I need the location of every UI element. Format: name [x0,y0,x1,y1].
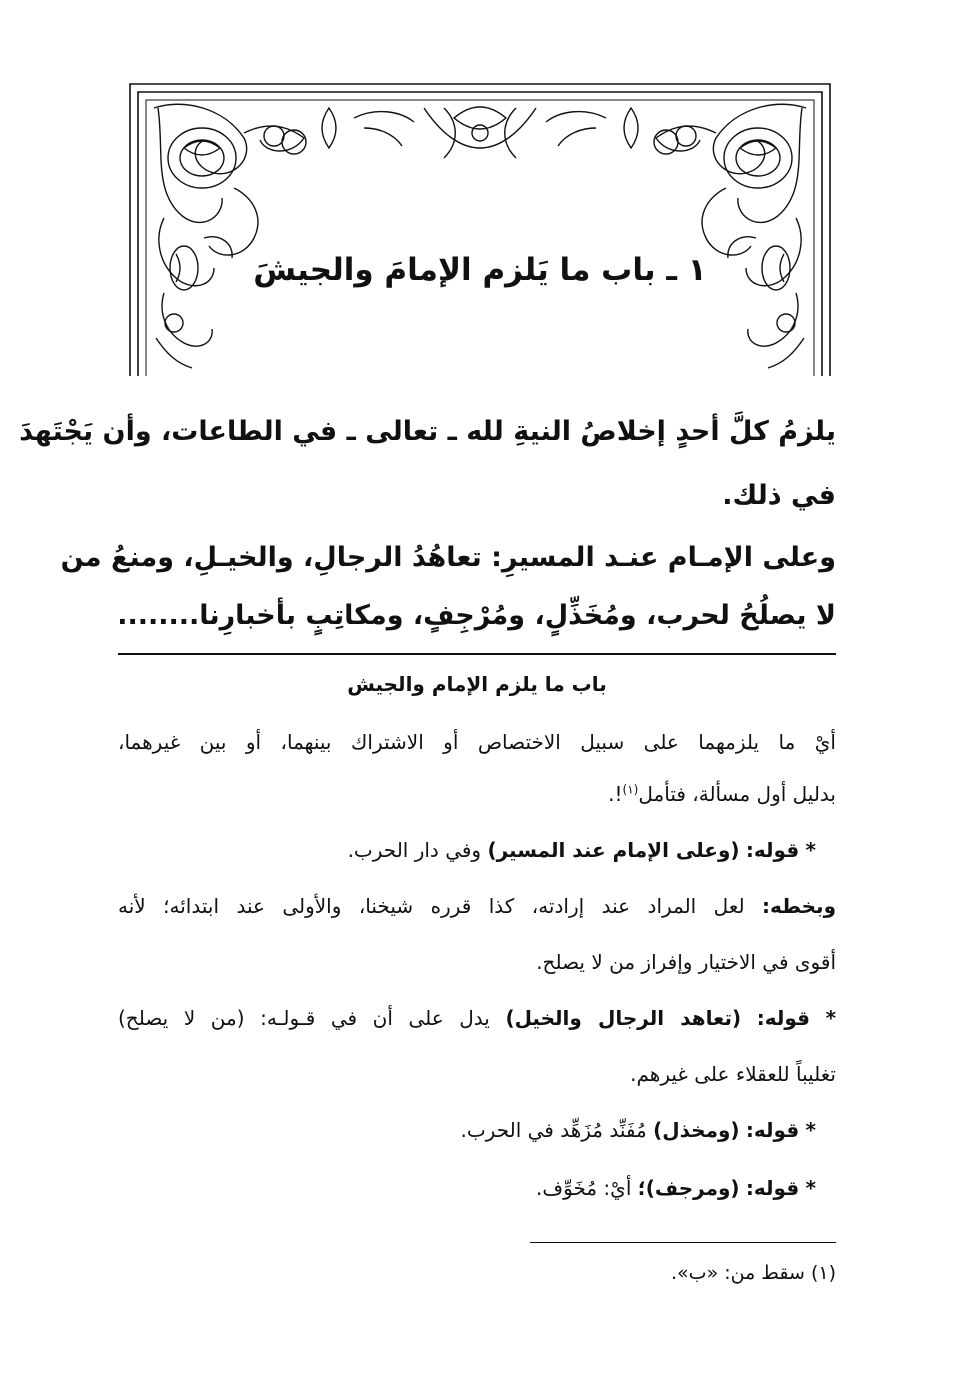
qawluhu-4 [118,1176,836,1200]
p1-line2-end: !. [608,782,623,806]
right-corner-ornament [546,104,806,368]
note-label: وبخطه: [762,894,836,918]
qawluhu-label: قوله: [745,1118,800,1142]
bullet-star: * [805,1118,816,1142]
note-line-2: أقوى في الاختيار وإفراز من لا يصلح. [536,950,836,974]
qawluhu-comment: مُفَنِّد مُزَهِّد في الحرب. [460,1118,647,1142]
qawluhu-label: قوله: [756,1006,810,1030]
matn-line-1: يلزمُ كلَّ أحدٍ إخلاصُ النيةِ لله ـ تعالى ـ في الطاعات، وأن يَجْتَهدَ [19,416,836,447]
matn-line-3: وعلى الإمـام عنـد المسيرِ: تعاهُدُ الرجالِ، والخيـلِ، ومنعُ من [60,542,836,573]
qawluhu-label: قوله: [745,838,800,862]
commentary-p1-line1: أيْ ما يلزمهما على سبيل الاختصاص أو الاشتراك بينهما، أو بين غيرهما، [118,730,836,754]
qawluhu-2 [118,1006,836,1030]
qawluhu-1 [118,838,836,862]
bullet-star: * [805,838,816,862]
matn-line-4: لا يصلُحُ لحرب، ومُخَذِّلٍ، ومُرْجِفٍ، ومكاتِبٍ بأخبارِنا........ [117,600,836,631]
ornament-border-graphic [124,78,836,376]
qawluhu-comment: وفي دار الحرب. [347,838,482,862]
bullet-star: * [825,1006,837,1030]
commentary-p1-line2 [118,782,836,806]
chapter-title: ١ ـ باب ما يَلزم الإمامَ والجيشَ [253,252,707,288]
qawluhu-comment: يدل على أن في قـولـه: (من لا يصلح) [118,1006,490,1030]
center-ornament [424,107,536,158]
footnote-number: (١) [810,1262,836,1284]
ornamental-header-frame [124,78,836,376]
matn-separator-rule [118,653,836,655]
quoted-matn: (وعلى الإمام عند المسير) [487,838,740,862]
note-text: لعل المراد عند إرادته، كذا قرره شيخنا، والأولى عند ابتدائه؛ لأنه [118,894,745,918]
qawluhu-label: قوله: [745,1176,800,1200]
bullet-star: * [805,1176,816,1200]
footnote-text: سقط من: «ب». [671,1262,805,1284]
footnote-separator-rule [530,1242,836,1243]
footnote-1 [500,1262,836,1284]
footnote-ref: (١) [622,782,639,797]
qawluhu-2-line-2: تغليباً للعقلاء على غيرهم. [630,1062,836,1086]
qawluhu-comment: أيْ: مُخَوِّف. [536,1176,632,1200]
note-line-1 [118,894,836,918]
qawluhu-3 [118,1118,836,1142]
quoted-matn: (ومرجف)؛ [637,1176,740,1200]
commentary-heading: باب ما يلزم الإمام والجيش [347,672,607,696]
matn-line-2: في ذلك. [722,480,836,511]
p1-line2-text: بدليل أول مسألة، فتأمل [638,782,836,806]
quoted-matn: (تعاهد الرجال والخيل) [505,1006,742,1030]
quoted-matn: (ومخذل) [653,1118,740,1142]
left-corner-ornament [154,104,414,368]
